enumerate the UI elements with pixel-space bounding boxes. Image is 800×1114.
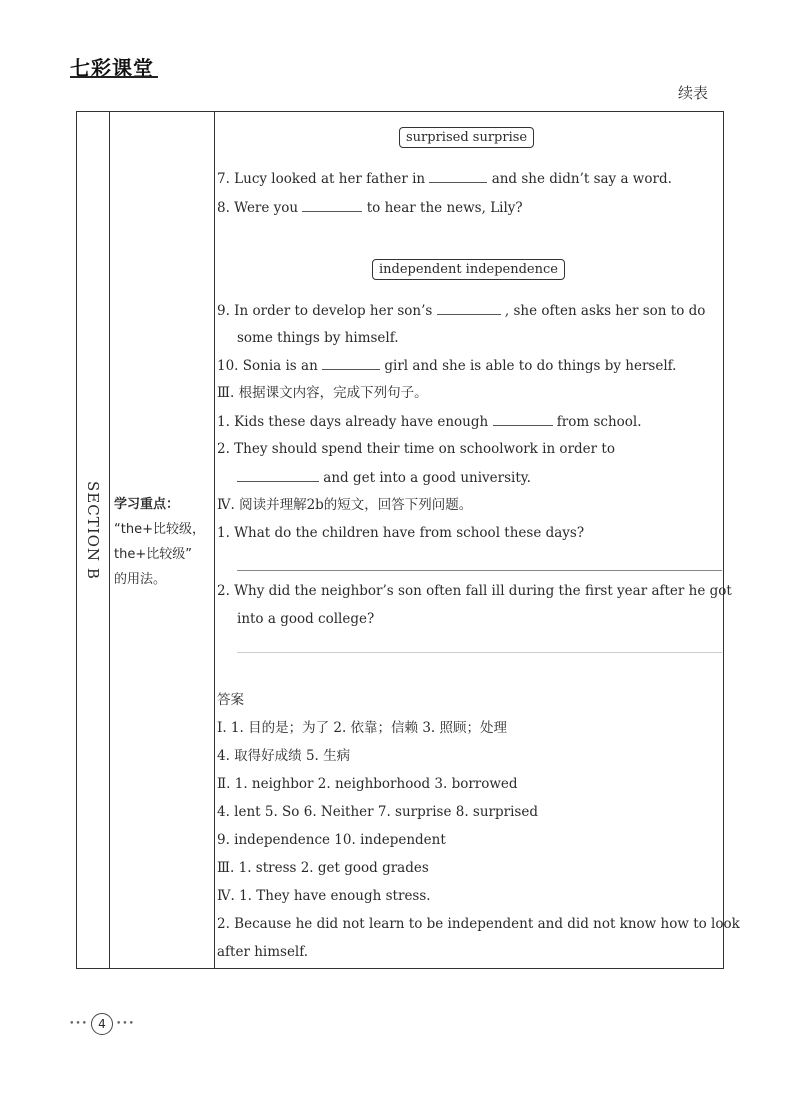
- answer-line[interactable]: [237, 570, 722, 571]
- word-box: independent independence: [372, 259, 565, 280]
- answer-blank[interactable]: [493, 411, 553, 426]
- part-4-question-1: 1. What do the children have from school these days?: [217, 525, 585, 541]
- page-dots-left: •••: [69, 1019, 88, 1029]
- section-label-cell: [77, 112, 109, 968]
- answer-line-text: after himself.: [217, 944, 309, 960]
- question-7: [217, 168, 672, 189]
- answer-line-text: Ⅳ. 1. They have enough stress.: [217, 888, 431, 904]
- logo-underline: [70, 76, 158, 78]
- question-text: and get into a good university.: [323, 470, 531, 486]
- answer-line-text: 4. lent 5. So 6. Neither 7. surprise 8. surprised: [217, 804, 538, 820]
- section-label: SECTION B: [84, 480, 102, 580]
- part-3-question-1: [217, 411, 642, 432]
- continued-label: 续表: [678, 84, 709, 102]
- focus-line: 的用法。: [114, 572, 167, 587]
- answer-blank[interactable]: [429, 168, 487, 183]
- part-4-title: Ⅳ. 阅读并理解2b的短文，回答下列问题。: [217, 497, 473, 513]
- question-text: girl and she is able to do things by herself.: [384, 358, 677, 374]
- answer-blank[interactable]: [302, 197, 362, 212]
- part-4-question-2-continued: into a good college?: [237, 611, 375, 627]
- question-text: to hear the news, Lily?: [366, 200, 523, 216]
- question-text: and she didn’t say a word.: [491, 171, 672, 187]
- answer-line-text: Ⅰ. 1. 目的是；为了 2. 依靠；信赖 3. 照顾；处理: [217, 720, 508, 736]
- focus-line: “the+比较级，: [114, 522, 205, 537]
- question-text: 8. Were you: [217, 200, 299, 216]
- question-9-continued: some things by himself.: [237, 330, 399, 346]
- answer-blank[interactable]: [437, 300, 501, 315]
- page-dots-right: •••: [116, 1019, 135, 1029]
- answers-title: 答案: [217, 692, 244, 708]
- answer-line-text: 4. 取得好成绩 5. 生病: [217, 748, 351, 764]
- part-4-question-2: 2. Why did the neighbor’s son often fall ill during the first year after he got: [217, 583, 732, 599]
- question-text: 10. Sonia is an: [217, 358, 318, 374]
- lesson-table: [76, 111, 740, 969]
- column-divider: [214, 112, 215, 968]
- column-divider: [109, 112, 110, 968]
- question-9: [217, 300, 705, 321]
- question-text: 9. In order to develop her son’s: [217, 303, 433, 319]
- answer-line-text: 9. independence 10. independent: [217, 832, 446, 848]
- question-text: from school.: [556, 414, 642, 430]
- question-10: [217, 355, 676, 376]
- answer-blank[interactable]: [237, 467, 319, 482]
- part-3-title: Ⅲ. 根据课文内容，完成下列句子。: [217, 385, 428, 401]
- page-number: [62, 1014, 142, 1034]
- question-text: 7. Lucy looked at her father in: [217, 171, 426, 187]
- page-number-badge: 4: [91, 1013, 113, 1035]
- question-8: [217, 197, 523, 218]
- question-text: 1. Kids these days already have enough: [217, 414, 489, 430]
- word-box: surprised surprise: [399, 127, 534, 148]
- focus-line: the+比较级”: [114, 547, 192, 562]
- question-text: , she often asks her son to do: [504, 303, 706, 319]
- answer-blank[interactable]: [322, 355, 380, 370]
- answer-line-text: Ⅱ. 1. neighbor 2. neighborhood 3. borrowed: [217, 776, 518, 792]
- part-3-question-2-continued: [237, 467, 531, 488]
- learning-focus: [114, 492, 212, 592]
- part-3-question-2: 2. They should spend their time on schoolwork in order to: [217, 441, 615, 457]
- brand-logo: 七彩课堂: [70, 56, 154, 80]
- answer-line-text: Ⅲ. 1. stress 2. get good grades: [217, 860, 429, 876]
- focus-title: 学习重点：: [114, 497, 180, 512]
- answer-line[interactable]: [237, 652, 722, 653]
- answer-line-text: 2. Because he did not learn to be independent and did not know how to look: [217, 916, 740, 932]
